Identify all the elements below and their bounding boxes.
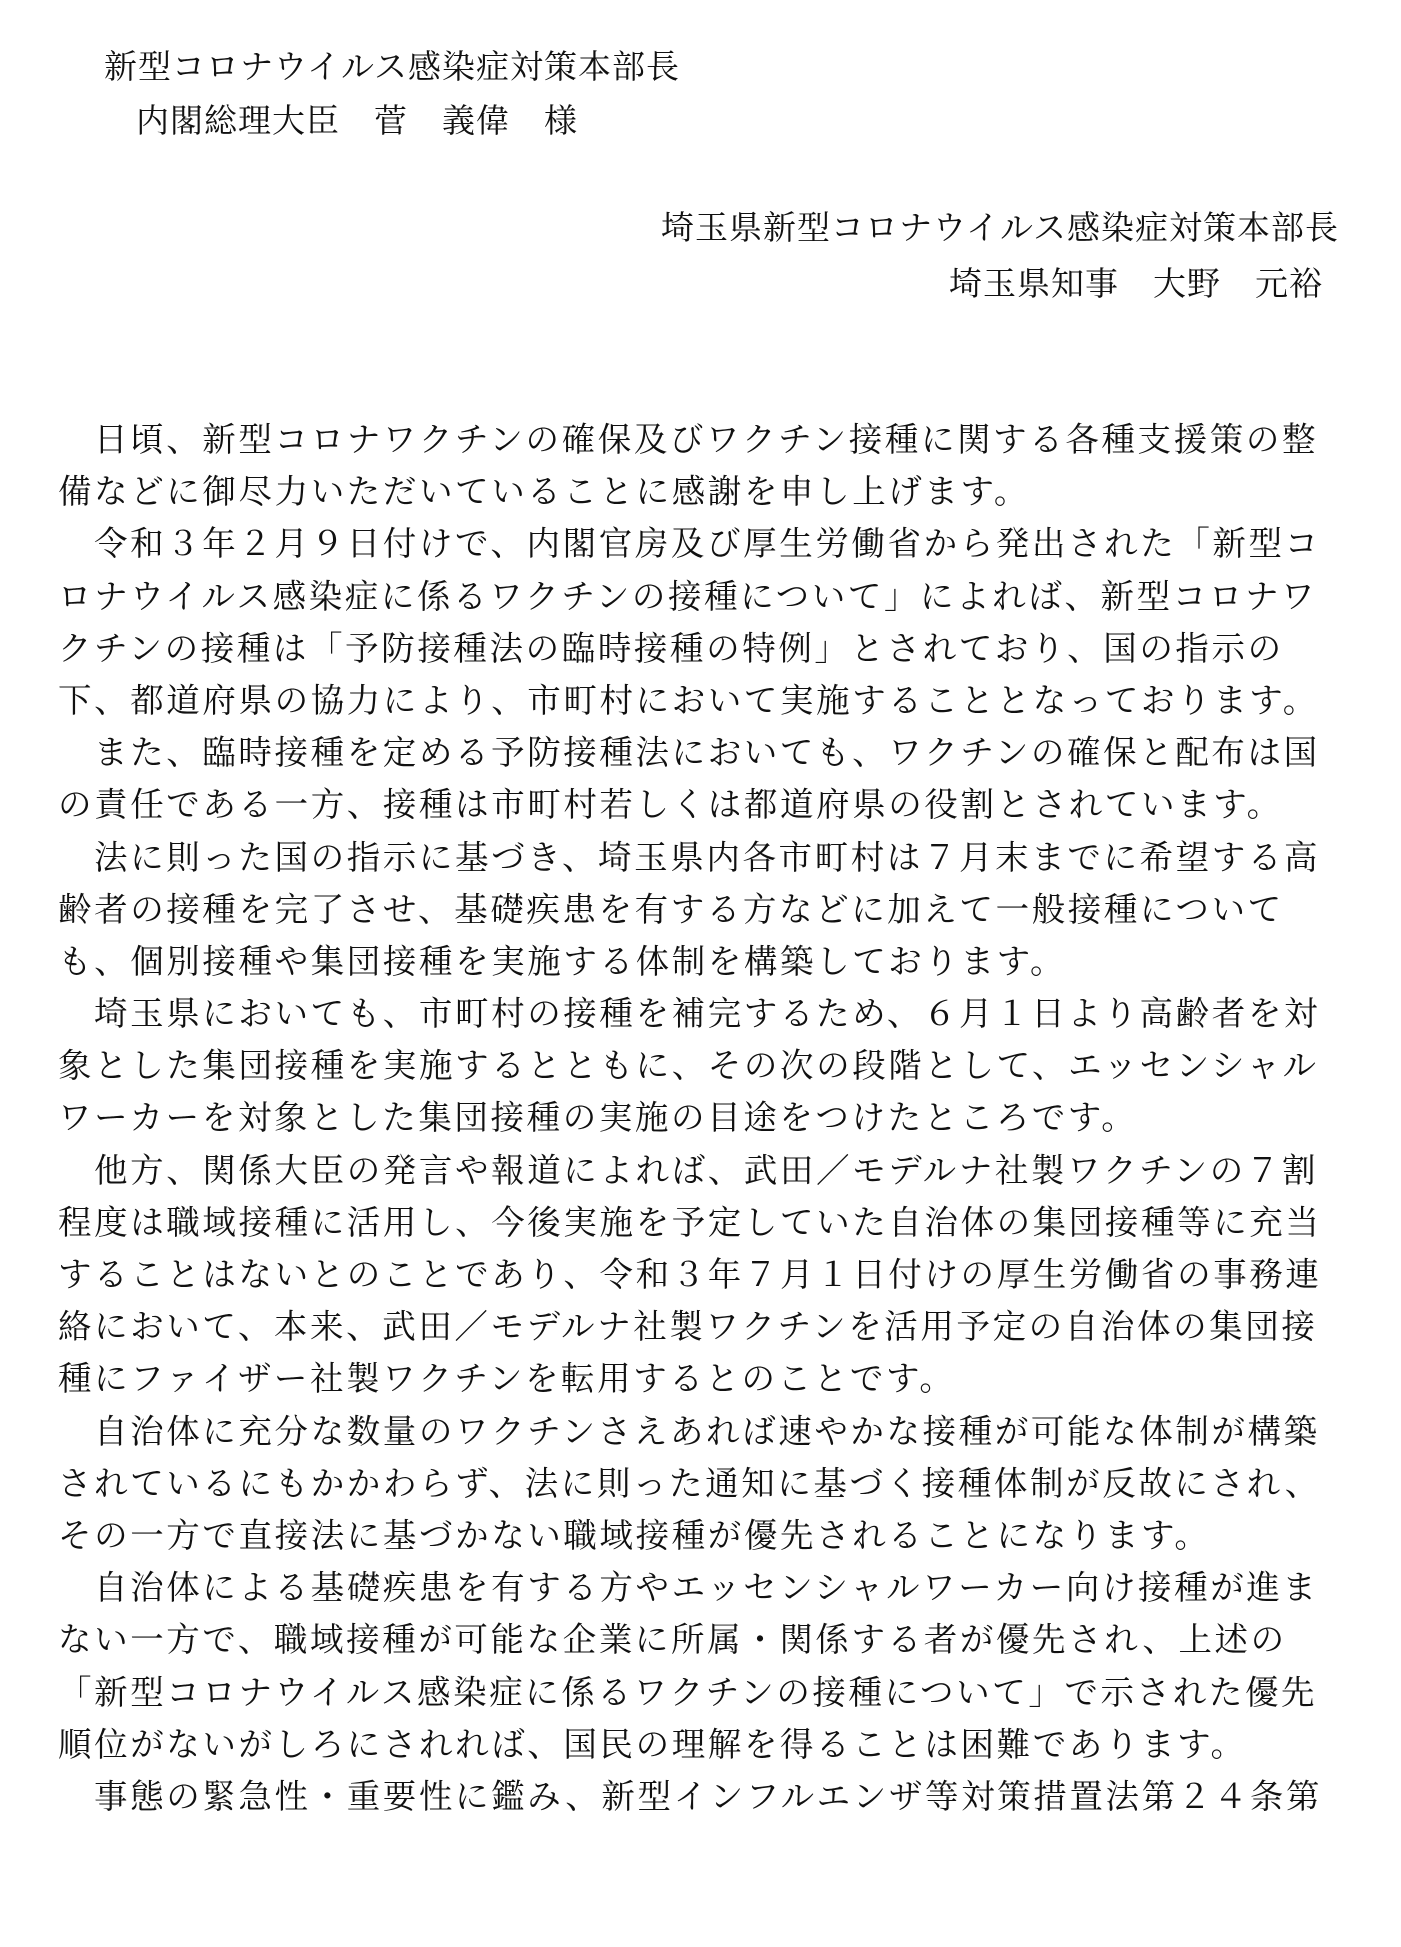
body-line: 埼玉県においても、市町村の接種を補完するため、６月１日より高齢者を対 <box>94 994 1321 1034</box>
body-line: また、臨時接種を定める予防接種法においても、ワクチンの確保と配布は国 <box>94 733 1320 773</box>
body-line: 自治体による基礎疾患を有する方やエッセンシャルワーカー向け接種が進ま <box>94 1568 1319 1608</box>
body-line: ワーカーを対象とした集団接種の実施の目途をつけたところです。 <box>58 1098 1138 1138</box>
body-line: 自治体に充分な数量のワクチンさえあれば速やかな接種が可能な体制が構築 <box>94 1411 1320 1451</box>
sender-name: 埼玉県知事 大野 元裕 <box>948 264 1323 303</box>
sender-title: 埼玉県新型コロナウイルス感染症対策本部長 <box>660 208 1339 247</box>
body-line: 備などに御尽力いただいていることに感謝を申し上げます。 <box>58 472 1031 512</box>
body-line: 齢者の接種を完了させ、基礎疾患を有する方などに加えて一般接種について <box>58 889 1284 929</box>
addressee-title: 新型コロナウイルス感染症対策本部長 <box>104 47 681 86</box>
addressee-name: 内閣総理大臣 菅 義偉 様 <box>136 101 578 140</box>
body-line: も、個別接種や集団接種を実施する体制を構築しております。 <box>58 941 1067 981</box>
body-line: 「新型コロナウイルス感染症に係るワクチンの接種について」で示された優先 <box>58 1672 1318 1712</box>
sender-block <box>661 200 1339 312</box>
body-line: その一方で直接法に基づかない職域接種が優先されることになります。 <box>58 1515 1211 1555</box>
body-line: 順位がないがしろにされれば、国民の理解を得ることは困難であります。 <box>58 1724 1247 1764</box>
body-line: 令和３年２月９日付けで、内閣官房及び厚生労働省から発出された「新型コ <box>94 524 1321 564</box>
body-line: 種にファイザー社製ワクチンを転用するとのことです。 <box>58 1359 956 1399</box>
body-line: 法に則った国の指示に基づき、埼玉県内各市町村は７月末までに希望する高 <box>94 837 1321 877</box>
body-line: することはないとのことであり、令和３年７月１日付けの厚生労働省の事務連 <box>58 1255 1322 1294</box>
body-line: 他方、関係大臣の発言や報道によれば、武田／モデルナ社製ワクチンの７割 <box>94 1150 1319 1190</box>
letter-body <box>58 414 1348 1823</box>
body-line: ロナウイルス感染症に係るワクチンの接種について」によれば、新型コロナワ <box>58 576 1318 616</box>
body-line: クチンの接種は「予防接種法の臨時接種の特例」とされており、国の指示の <box>58 628 1284 668</box>
body-line: 事態の緊急性・重要性に鑑み、新型インフルエンザ等対策措置法第２４条第 <box>94 1776 1323 1816</box>
body-line: 日頃、新型コロナワクチンの確保及びワクチン接種に関する各種支援策の整 <box>94 420 1319 459</box>
body-line: 象とした集団接種を実施するとともに、その次の段階として、エッセンシャル <box>58 1046 1319 1086</box>
addressee-block <box>104 40 680 148</box>
body-line: の責任である一方、接種は市町村若しくは都道府県の役割とされています。 <box>58 785 1283 825</box>
body-line: 程度は職域接種に活用し、今後実施を予定していた自治体の集団接種等に充当 <box>58 1202 1322 1242</box>
body-line: 絡において、本来、武田／モデルナ社製ワクチンを活用予定の自治体の集団接 <box>58 1307 1318 1347</box>
body-line: 下、都道府県の協力により、市町村において実施することとなっております。 <box>58 680 1319 720</box>
body-line: ない一方で、職域接種が可能な企業に所属・関係する者が優先され、上述の <box>58 1620 1287 1660</box>
body-line: されているにもかかわらず、法に則った通知に基づく接種体制が反故にされ、 <box>58 1463 1321 1503</box>
